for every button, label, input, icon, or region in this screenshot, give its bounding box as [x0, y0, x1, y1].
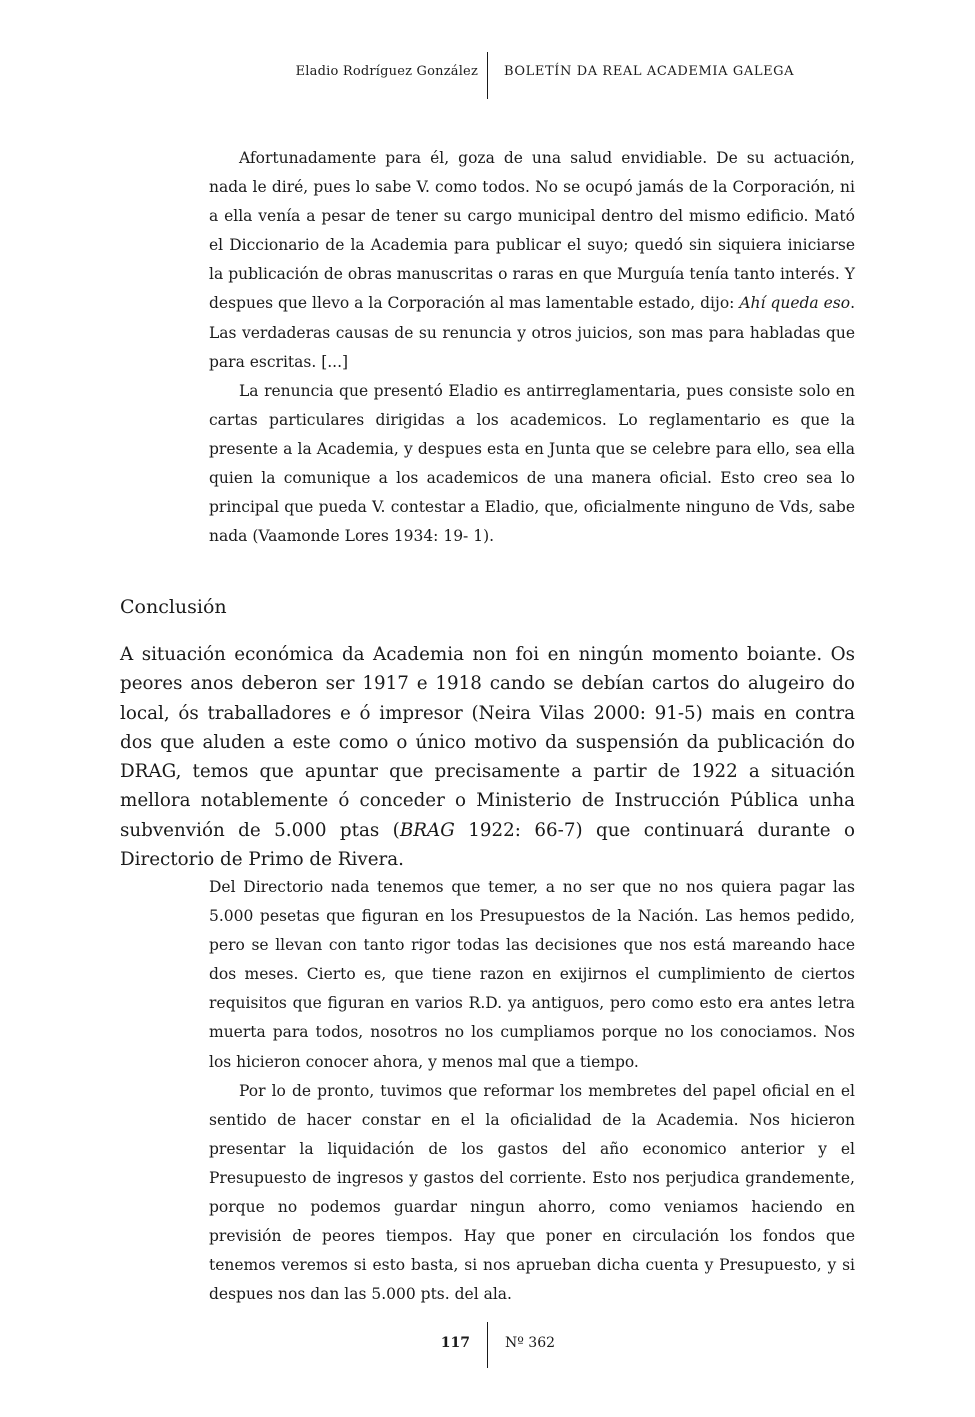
- body-italic-text: BRAG: [399, 819, 455, 841]
- body-text: 1922: 66-7) que continuará durante o Directorio de Primo de Rivera.: [120, 819, 856, 871]
- quote-paragraph: [209, 144, 855, 377]
- block-quote-2: [209, 873, 855, 1309]
- body-text: A situación económica da Academia non foi en ningún momento boiante. Os peores anos deberon ser 1917 e 1918 cando se debían cartos do alugeiro do local, ós traballadores e ó impresor (Neira Vilas 2000: 91-5) mais en contra dos que aluden a este como o único motivo da suspensión da publicación do DRAG, temos que apuntar que precisamente a partir de 1922 a situación mellora notablemente ó conceder o Ministerio de Instrucción Pública unha subvenvión de 5.000 ptas (: [120, 644, 855, 841]
- quote-paragraph: La renuncia que presentó Eladio es antirreglamentaria, pues consiste solo en cartas particulares dirigidas a los academicos. Lo reglamentario es que la presente a la Academia, y despues esta en Junta que se celebre para ello, sea ella quien la comunique a los academicos de una manera oficial. Esto creo sea lo principal que pueda V. contestar a Eladio, que, oficialmente ninguno de Vds, sabe nada (Vaamonde Lores 1934: 19- 1).: [209, 381, 855, 546]
- quote-paragraph: Del Directorio nada tenemos que temer, a no ser que no nos quiera pagar las 5.000 pesetas que figuran en los Presupuestos de la Nación. Las hemos pedido, pero se llevan con tanto rigor todas las decisiones que nos está mareando hace dos meses. Cierto es, que tiene razon en exijirnos el cumplimiento de ciertos requisitos que figuran en varios R.D. ya antiguos, pero como esto era antes letra muerta para todos, nosotros no los cumpliamos porque no los conociamos. Nos los hicieron conocer ahora, y menos mal que a tiempo.: [209, 878, 855, 1071]
- block-quote-1: [209, 144, 855, 551]
- running-header-author: Eladio Rodríguez González: [295, 64, 478, 79]
- quote-italic-text: Ahí queda eso: [739, 294, 851, 313]
- quote-text: . Las verdaderas causas de su renuncia y otros juicios, son mas para habladas que para escritas. [...]: [209, 294, 855, 371]
- footer-divider: [487, 1322, 488, 1368]
- header-divider: [487, 52, 488, 99]
- quote-paragraph: Por lo de pronto, tuvimos que reformar los membretes del papel oficial en el sentido de hacer constar en el la oficialidad de la Academia. Nos hicieron presentar la liquidación de los gastos del año economico anterior y el Presupuesto de ingresos y gastos del corriente. Esto nos perjudica grandemente, porque no podemos guardar ningun ahorro, como veniamos haciendo en previsión de peores tiempos. Hay que poner en circulación los fondos que tenemos veremos si esto basta, si nos aprueban dicha cuenta y Presupuesto, y si despues nos dan las 5.000 pts. del ala.: [209, 1081, 855, 1304]
- section-heading: Conclusión: [120, 595, 227, 618]
- page-number: 117: [440, 1335, 470, 1351]
- body-paragraph: [120, 640, 855, 874]
- quote-text: Afortunadamente para él, goza de una salud envidiable. De su actuación, nada le diré, pues lo sabe V. como todos. No se ocupó jamás de la Corporación, ni a ella venía a pesar de tener su cargo municipal dentro del mismo edificio. Mató el Diccionario de la Academia para publicar el suyo; quedó sin siquiera iniciarse la publicación de obras manuscritas o raras en que Murguía tenía tanto interés. Y despues que llevo a la Corporación al mas lamentable estado, dijo:: [209, 149, 855, 313]
- running-header-journal: BOLETÍN DA REAL ACADEMIA GALEGA: [504, 64, 795, 79]
- issue-number: Nº 362: [505, 1335, 556, 1351]
